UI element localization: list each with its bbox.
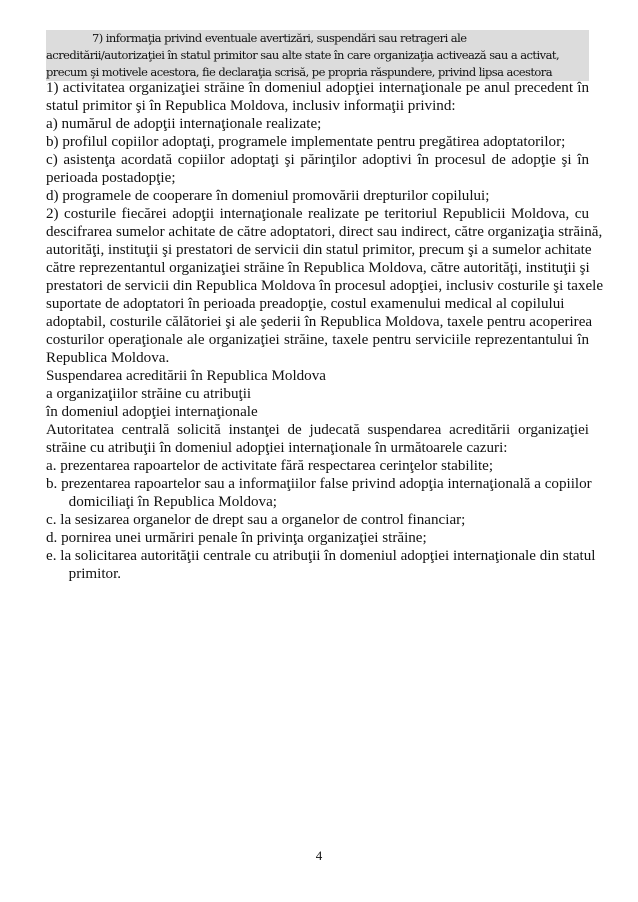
body-text-line: descifrarea sumelor achitate de către adoptatori, direct sau indirect, către organizaţia străină,	[46, 224, 603, 240]
body-text-line: autorităţi, instituţii şi prestatori de servicii din statul primitor, precum şi a sumelor achitate	[46, 242, 592, 258]
body-text-line: b) profilul copiilor adoptaţi, programele implementate pentru pregătirea adoptatorilor;	[46, 134, 566, 150]
list-item-continuation: primitor.	[46, 566, 122, 582]
highlighted-text-line: 7) informaţia privind eventuale avertizări, suspendări sau retrageri ale	[92, 31, 467, 45]
body-text-line: suportate de adoptatori în perioada preadopţie, costul examenului medical al copilului	[46, 296, 565, 312]
body-text-line: Republica Moldova.	[46, 350, 170, 366]
body-text-line: prestatori de servicii din Republica Moldova în procesul adopţiei, inclusiv costurile şi taxele	[46, 278, 604, 294]
body-text-line: d) programele de cooperare în domeniul promovării drepturilor copilului;	[46, 188, 490, 204]
highlighted-text-line: precum şi motivele acestora, fie declaraţia scrisă, pe propria răspundere, privind lipsa acestora	[46, 65, 553, 79]
list-item-continuation: domiciliaţi în Republica Moldova;	[46, 494, 277, 510]
section-heading-line: în domeniul adopţiei internaţionale	[46, 404, 258, 420]
list-item: e. la solicitarea autorităţii centrale cu atribuţii în domeniul adopţiei internaţionale din statul	[46, 548, 596, 564]
list-item: a. prezentarea rapoartelor de activitate fără respectarea cerinţelor stabilite;	[46, 458, 494, 474]
list-item: d. pornirea unei urmăriri penale în privinţa organizaţiei străine;	[46, 530, 427, 546]
body-text-line: statul primitor şi în Republica Moldova, inclusiv informaţii privind:	[46, 98, 456, 114]
body-text-line: străine cu atribuţii în domeniul adopţiei internaţionale în următoarele cazuri:	[46, 440, 508, 456]
body-text-line: costurilor operaţionale ale organizaţiei străine, taxele pentru serviciile reprezentantului în	[46, 332, 589, 348]
body-text-line: către reprezentantul organizaţiei străine în Republica Moldova, către autorităţi, instituţii şi	[46, 260, 590, 276]
body-text-line: adoptabil, costurile călătoriei şi ale şederii în Republica Moldova, taxele pentru acoperirea	[46, 314, 593, 330]
list-item: b. prezentarea rapoartelor sau a informaţiilor false privind adopţia internaţională a copiilor	[46, 476, 592, 492]
body-text-line: Autoritatea centrală solicită instanţei de judecată suspendarea acreditării organizaţiei	[46, 422, 589, 438]
body-text-line: a) numărul de adopţii internaţionale realizate;	[46, 116, 322, 132]
section-heading-line: a organizaţiilor străine cu atribuţii	[46, 386, 252, 402]
body-text-line: perioada postadopţie;	[46, 170, 176, 186]
body-text-line: c) asistenţa acordată copiilor adoptaţi şi părinţilor adoptivi în procesul de adopţie şi în	[46, 152, 589, 168]
body-text-line: 1) activitatea organizaţiei străine în domeniul adopţiei internaţionale pe anul precedent în	[46, 80, 589, 96]
list-item: c. la sesizarea organelor de drept sau a organelor de control financiar;	[46, 512, 466, 528]
body-text-line: 2) costurile fiecărei adopţii internaţionale realizate pe teritoriul Republicii Moldova, cu	[46, 206, 589, 222]
highlighted-text-line: acreditării/autorizaţiei în statul primitor sau alte state în care organizaţia activează sau a activat,	[46, 48, 560, 62]
section-heading-line: Suspendarea acreditării în Republica Moldova	[46, 368, 326, 384]
page-number: 4	[315, 848, 323, 863]
